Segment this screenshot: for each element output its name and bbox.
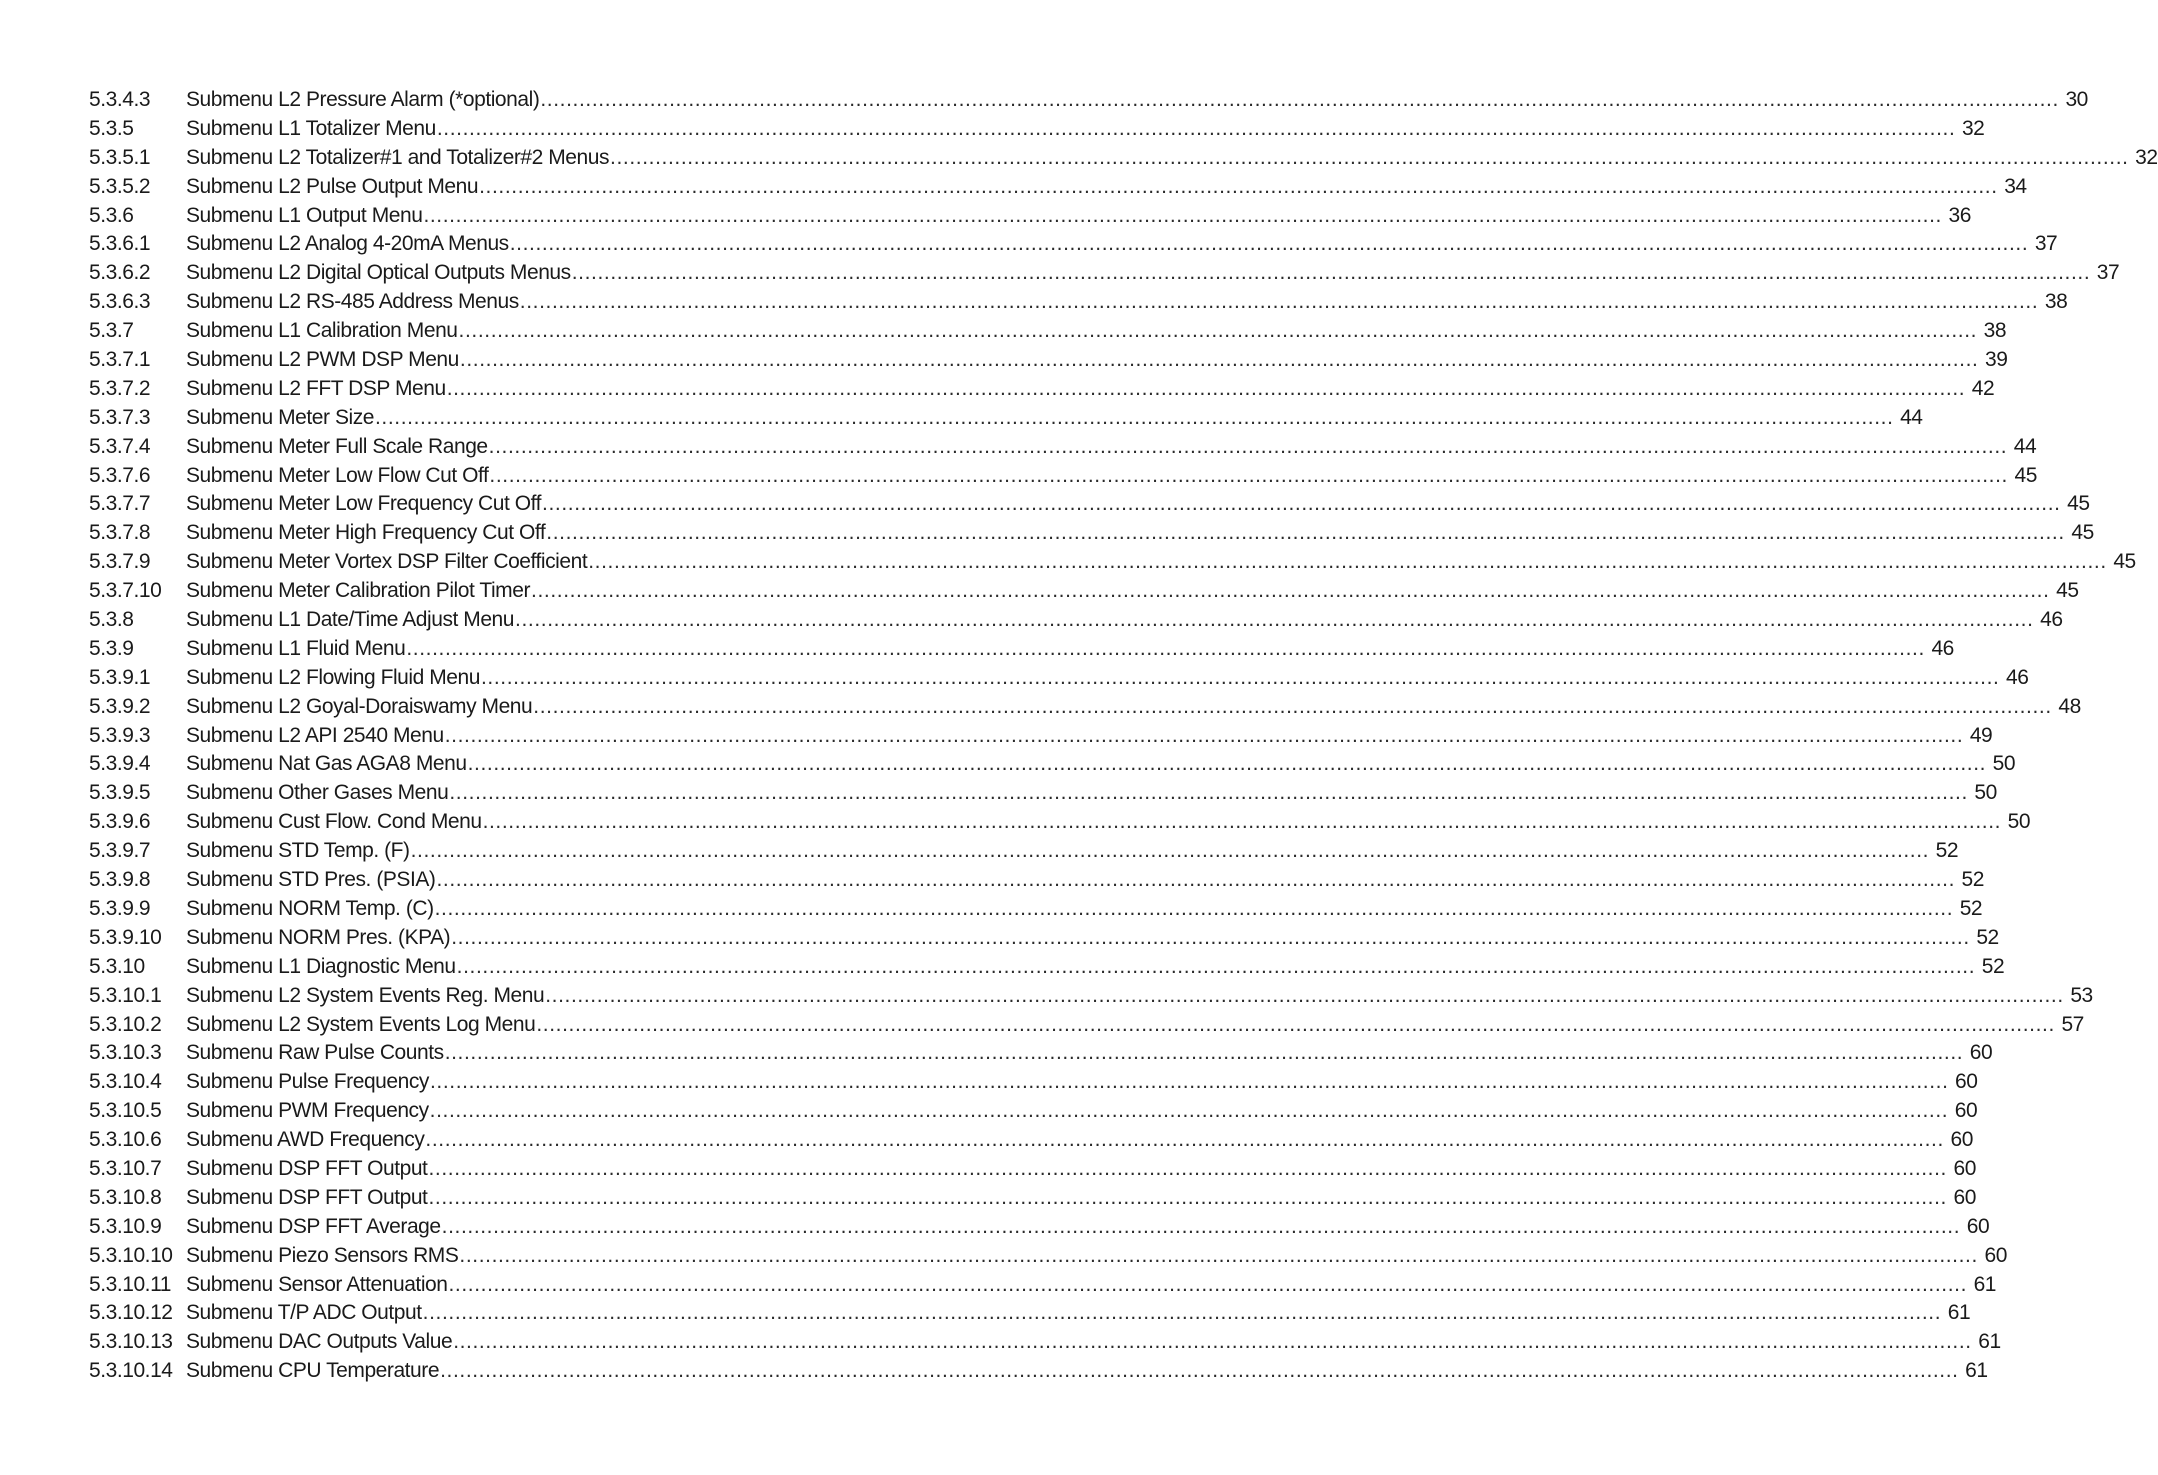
toc-section-number: 5.3.9.2 xyxy=(89,694,151,718)
toc-section-title: Submenu DAC Outputs Value xyxy=(186,1330,453,1354)
toc-page-number: 60 xyxy=(1950,1128,1973,1152)
toc-section-number: 5.3.7.3 xyxy=(89,405,151,429)
toc-section-number: 5.3.10.9 xyxy=(89,1214,162,1238)
toc-page-number: 61 xyxy=(1973,1272,1997,1296)
toc-dot-leader xyxy=(411,837,1930,866)
toc-entry[interactable] xyxy=(89,750,2016,779)
toc-entry[interactable] xyxy=(89,953,2005,982)
toc-section-title: Submenu NORM Pres. (KPA) xyxy=(186,925,451,949)
toc-page-number: 61 xyxy=(1965,1359,1988,1383)
toc-entry[interactable] xyxy=(89,346,2008,375)
toc-page-number: 60 xyxy=(1966,1214,1990,1238)
toc-section-title: Submenu L1 Totalizer Menu xyxy=(186,116,436,140)
toc-entry[interactable] xyxy=(89,982,2093,1011)
toc-entry[interactable] xyxy=(89,202,1971,231)
toc-section-title: Submenu Raw Pulse Counts xyxy=(186,1041,444,1065)
toc-page-number: 48 xyxy=(2058,694,2081,718)
toc-page-number: 45 xyxy=(2067,492,2090,516)
toc-dot-leader xyxy=(447,375,1966,404)
toc-page-number: 52 xyxy=(1961,868,1985,892)
toc-section-number: 5.3.10.14 xyxy=(89,1359,173,1383)
toc-section-title: Submenu STD Temp. (F) xyxy=(186,839,410,863)
toc-page-number: 34 xyxy=(2004,174,2027,198)
toc-entry[interactable] xyxy=(89,173,2027,202)
toc-page-number: 45 xyxy=(2014,463,2037,487)
toc-section-number: 5.3.5 xyxy=(89,116,134,140)
toc-section-title: Submenu L2 Flowing Fluid Menu xyxy=(186,665,480,689)
toc-page-number: 61 xyxy=(1947,1301,1971,1325)
toc-entry[interactable] xyxy=(89,86,2088,115)
toc-page-number: 57 xyxy=(2061,1012,2084,1036)
toc-page-number: 52 xyxy=(1981,954,2005,978)
toc-entry[interactable] xyxy=(89,606,2063,635)
toc-dot-leader xyxy=(481,664,2000,693)
toc-section-number: 5.3.9.6 xyxy=(89,810,151,834)
toc-entry[interactable] xyxy=(89,259,2120,288)
toc-section-title: Submenu L2 Pulse Output Menu xyxy=(186,174,479,198)
toc-section-title: Submenu L2 FFT DSP Menu xyxy=(186,376,446,400)
toc-entry[interactable] xyxy=(89,635,1954,664)
toc-section-title: Submenu L2 Goyal-Doraiswamy Menu xyxy=(186,694,533,718)
toc-section-title: Submenu L2 PWM DSP Menu xyxy=(186,348,459,372)
toc-section-number: 5.3.9.5 xyxy=(89,781,151,805)
toc-section-number: 5.3.7.10 xyxy=(89,579,162,603)
toc-dot-leader xyxy=(510,230,2029,259)
toc-section-title: Submenu Piezo Sensors RMS xyxy=(186,1243,459,1267)
toc-section-title: Submenu L2 Analog 4-20mA Menus xyxy=(186,232,509,256)
table-of-contents xyxy=(89,86,2158,1386)
toc-entry[interactable] xyxy=(89,1068,1978,1097)
toc-page-number: 52 xyxy=(1935,839,1959,863)
toc-dot-leader xyxy=(540,86,2059,115)
toc-section-title: Submenu Meter Low Flow Cut Off xyxy=(186,463,489,487)
toc-section-number: 5.3.10 xyxy=(89,954,145,978)
toc-section-title: Submenu L2 System Events Log Menu xyxy=(186,1012,536,1036)
toc-dot-leader xyxy=(430,1097,1949,1126)
toc-page-number: 37 xyxy=(2034,232,2058,256)
toc-section-title: Submenu STD Pres. (PSIA) xyxy=(186,868,436,892)
toc-section-number: 5.3.10.13 xyxy=(89,1330,173,1354)
toc-entry[interactable] xyxy=(89,693,2081,722)
toc-dot-leader xyxy=(489,462,2008,491)
toc-dot-leader xyxy=(440,1357,1959,1386)
toc-section-title: Submenu PWM Frequency xyxy=(186,1099,429,1123)
toc-section-number: 5.3.7 xyxy=(89,319,134,343)
toc-page-number: 53 xyxy=(2070,983,2093,1007)
toc-page-number: 44 xyxy=(2013,434,2037,458)
toc-section-title: Submenu Other Gases Menu xyxy=(186,781,449,805)
toc-section-number: 5.3.10.7 xyxy=(89,1156,162,1180)
toc-dot-leader xyxy=(375,404,1894,433)
toc-entry[interactable] xyxy=(89,808,2031,837)
toc-entry[interactable] xyxy=(89,837,1959,866)
toc-section-number: 5.3.9 xyxy=(89,636,134,660)
toc-page-number: 42 xyxy=(1971,376,1995,400)
toc-entry[interactable] xyxy=(89,462,2037,491)
toc-entry[interactable] xyxy=(89,1242,2007,1271)
toc-section-number: 5.3.6 xyxy=(89,203,134,227)
toc-page-number: 46 xyxy=(2006,665,2029,689)
toc-section-title: Submenu L2 Totalizer#1 and Totalizer#2 Menus xyxy=(186,145,610,169)
toc-section-title: Submenu L1 Calibration Menu xyxy=(186,319,458,343)
toc-section-number: 5.3.10.3 xyxy=(89,1041,162,1065)
toc-entry[interactable] xyxy=(89,664,2029,693)
toc-section-number: 5.3.9.8 xyxy=(89,868,151,892)
toc-section-number: 5.3.7.7 xyxy=(89,492,151,516)
toc-entry[interactable] xyxy=(89,1299,1971,1328)
toc-dot-leader xyxy=(457,953,1976,982)
toc-section-title: Submenu L2 System Events Reg. Menu xyxy=(186,983,545,1007)
toc-section-number: 5.3.7.9 xyxy=(89,550,151,574)
toc-page-number: 39 xyxy=(1984,348,2008,372)
toc-dot-leader xyxy=(468,750,1987,779)
toc-entry[interactable] xyxy=(89,1184,1976,1213)
toc-section-title: Submenu Meter Size xyxy=(186,405,374,429)
toc-page-number: 50 xyxy=(1974,781,1997,805)
toc-section-number: 5.3.10.4 xyxy=(89,1070,162,1094)
toc-section-number: 5.3.9.7 xyxy=(89,839,151,863)
toc-section-number: 5.3.10.6 xyxy=(89,1128,162,1152)
toc-entry[interactable] xyxy=(89,1357,1988,1386)
toc-section-title: Submenu AWD Frequency xyxy=(186,1128,425,1152)
toc-dot-leader xyxy=(546,519,2065,548)
toc-entry[interactable] xyxy=(89,722,1993,751)
toc-dot-leader xyxy=(437,115,1956,144)
toc-dot-leader xyxy=(545,982,2064,1011)
toc-entry[interactable] xyxy=(89,404,1923,433)
toc-section-number: 5.3.4.3 xyxy=(89,88,151,111)
toc-section-number: 5.3.6.2 xyxy=(89,261,151,285)
toc-section-number: 5.3.6.1 xyxy=(89,232,151,256)
toc-dot-leader xyxy=(483,808,2002,837)
toc-section-number: 5.3.7.2 xyxy=(89,376,151,400)
toc-dot-leader xyxy=(445,1039,1964,1068)
toc-page-number: 49 xyxy=(1969,723,1993,747)
toc-entry[interactable] xyxy=(89,1126,1973,1155)
toc-page-number: 32 xyxy=(1961,116,1985,140)
toc-section-number: 5.3.7.4 xyxy=(89,434,151,458)
toc-section-number: 5.3.7.1 xyxy=(89,348,151,372)
toc-entry[interactable] xyxy=(89,519,2094,548)
toc-dot-leader xyxy=(489,433,2008,462)
toc-section-title: Submenu CPU Temperature xyxy=(186,1359,440,1383)
toc-page-number: 32 xyxy=(2135,145,2158,169)
toc-dot-leader xyxy=(542,490,2061,519)
toc-section-number: 5.3.9.1 xyxy=(89,665,151,689)
toc-dot-leader xyxy=(436,866,1955,895)
toc-entry[interactable] xyxy=(89,317,2007,346)
toc-entry[interactable] xyxy=(89,230,2058,259)
toc-entry[interactable] xyxy=(89,924,1999,953)
toc-page-number: 45 xyxy=(2056,579,2079,603)
toc-dot-leader xyxy=(520,288,2039,317)
toc-page-number: 50 xyxy=(1992,752,2016,776)
toc-dot-leader xyxy=(449,779,1968,808)
toc-section-number: 5.3.10.11 xyxy=(89,1272,171,1296)
toc-dot-leader xyxy=(423,202,1942,231)
toc-page-number: 60 xyxy=(1953,1185,1976,1209)
toc-entry[interactable] xyxy=(89,1271,1997,1300)
toc-dot-leader xyxy=(536,1011,2055,1040)
toc-page-number: 60 xyxy=(1954,1099,1978,1123)
toc-section-number: 5.3.9.3 xyxy=(89,723,151,747)
toc-dot-leader xyxy=(515,606,2034,635)
toc-page-number: 38 xyxy=(2044,290,2068,314)
toc-dot-leader xyxy=(610,144,2129,173)
toc-section-title: Submenu L2 RS-485 Address Menus xyxy=(186,290,519,314)
toc-page-number: 50 xyxy=(2007,810,2031,834)
toc-dot-leader xyxy=(425,1126,1944,1155)
toc-page-number: 45 xyxy=(2071,521,2094,545)
toc-page-number: 46 xyxy=(1931,636,1954,660)
toc-page-number: 38 xyxy=(1983,319,2007,343)
toc-page-number: 30 xyxy=(2065,88,2088,111)
toc-entry[interactable] xyxy=(89,115,1985,144)
toc-entry[interactable] xyxy=(89,433,2037,462)
toc-dot-leader xyxy=(479,173,1998,202)
toc-dot-leader xyxy=(428,1155,1947,1184)
toc-section-number: 5.3.5.2 xyxy=(89,174,151,198)
toc-dot-leader xyxy=(531,577,2050,606)
toc-section-title: Submenu Meter Calibration Pilot Timer xyxy=(186,579,531,603)
toc-dot-leader xyxy=(435,895,1954,924)
toc-dot-leader xyxy=(533,693,2052,722)
toc-entry[interactable] xyxy=(89,144,2158,173)
toc-section-number: 5.3.7.8 xyxy=(89,521,151,545)
toc-dot-leader xyxy=(572,259,2091,288)
toc-dot-leader xyxy=(459,317,1978,346)
toc-dot-leader xyxy=(442,1213,1961,1242)
toc-dot-leader xyxy=(459,1242,1978,1271)
toc-entry[interactable] xyxy=(89,577,2079,606)
toc-page-number: 46 xyxy=(2040,608,2063,632)
toc-section-number: 5.3.9.4 xyxy=(89,752,151,776)
toc-page-number: 44 xyxy=(1900,405,1923,429)
toc-page-number: 60 xyxy=(1969,1041,1993,1065)
toc-section-number: 5.3.10.12 xyxy=(89,1301,173,1325)
toc-section-title: Submenu NORM Temp. (C) xyxy=(186,896,434,920)
toc-page-number: 60 xyxy=(1984,1243,2007,1267)
toc-section-title: Submenu Meter Full Scale Range xyxy=(186,434,488,458)
toc-page-number: 61 xyxy=(1978,1330,2001,1354)
toc-section-number: 5.3.7.6 xyxy=(89,463,151,487)
toc-entry[interactable] xyxy=(89,866,1985,895)
toc-entry[interactable] xyxy=(89,1213,1990,1242)
toc-page-number: 60 xyxy=(1953,1156,1976,1180)
toc-dot-leader xyxy=(445,722,1964,751)
toc-entry[interactable] xyxy=(89,1155,1976,1184)
toc-section-number: 5.3.9.9 xyxy=(89,896,151,920)
toc-section-title: Submenu Cust Flow. Cond Menu xyxy=(186,810,482,834)
toc-section-title: Submenu Meter Vortex DSP Filter Coefficient xyxy=(186,550,588,574)
toc-entry[interactable] xyxy=(89,1011,2084,1040)
toc-section-title: Submenu Meter High Frequency Cut Off xyxy=(186,521,546,545)
toc-section-number: 5.3.10.8 xyxy=(89,1185,162,1209)
toc-page-number: 45 xyxy=(2113,550,2136,574)
toc-dot-leader xyxy=(406,635,1925,664)
toc-page-number: 37 xyxy=(2096,261,2120,285)
toc-entry[interactable] xyxy=(89,548,2136,577)
toc-section-number: 5.3.5.1 xyxy=(89,145,151,169)
toc-section-title: Submenu T/P ADC Output xyxy=(186,1301,422,1325)
toc-section-number: 5.3.10.5 xyxy=(89,1099,162,1123)
toc-entry[interactable] xyxy=(89,490,2090,519)
toc-dot-leader xyxy=(449,1271,1968,1300)
toc-section-title: Submenu Meter Low Frequency Cut Off xyxy=(186,492,542,516)
toc-section-number: 5.3.10.1 xyxy=(89,983,162,1007)
toc-page-number: 52 xyxy=(1976,925,1999,949)
toc-section-title: Submenu DSP FFT Average xyxy=(186,1214,441,1238)
toc-section-number: 5.3.8 xyxy=(89,608,134,632)
toc-section-title: Submenu L1 Output Menu xyxy=(186,203,423,227)
toc-entry[interactable] xyxy=(89,375,1995,404)
toc-section-number: 5.3.6.3 xyxy=(89,290,151,314)
toc-dot-leader xyxy=(588,548,2107,577)
toc-page-number: 52 xyxy=(1959,896,1983,920)
toc-dot-leader xyxy=(430,1068,1949,1097)
toc-section-title: Submenu DSP FFT Output xyxy=(186,1156,428,1180)
toc-section-title: Submenu L2 Pressure Alarm (*optional) xyxy=(186,88,540,111)
toc-dot-leader xyxy=(451,924,1970,953)
toc-section-title: Submenu L1 Diagnostic Menu xyxy=(186,954,456,978)
toc-section-number: 5.3.9.10 xyxy=(89,925,162,949)
toc-dot-leader xyxy=(460,346,1979,375)
toc-section-title: Submenu L2 API 2540 Menu xyxy=(186,723,444,747)
toc-entry[interactable] xyxy=(89,288,2068,317)
toc-section-title: Submenu DSP FFT Output xyxy=(186,1185,428,1209)
toc-entry[interactable] xyxy=(89,1039,1993,1068)
toc-page-number: 36 xyxy=(1948,203,1971,227)
toc-section-title: Submenu Sensor Attenuation xyxy=(186,1272,448,1296)
toc-dot-leader xyxy=(453,1328,1972,1357)
toc-entry[interactable] xyxy=(89,1097,1978,1126)
toc-section-number: 5.3.10.10 xyxy=(89,1243,173,1267)
toc-section-title: Submenu L1 Date/Time Adjust Menu xyxy=(186,608,515,632)
toc-page-number: 60 xyxy=(1955,1070,1978,1094)
toc-entry[interactable] xyxy=(89,1328,2001,1357)
toc-dot-leader xyxy=(428,1184,1947,1213)
toc-entry[interactable] xyxy=(89,779,1997,808)
toc-dot-leader xyxy=(423,1299,1942,1328)
toc-section-title: Submenu L1 Fluid Menu xyxy=(186,636,406,660)
toc-section-title: Submenu L2 Digital Optical Outputs Menus xyxy=(186,261,571,285)
toc-entry[interactable] xyxy=(89,895,1983,924)
toc-section-number: 5.3.10.2 xyxy=(89,1012,162,1036)
toc-section-title: Submenu Nat Gas AGA8 Menu xyxy=(186,752,467,776)
toc-section-title: Submenu Pulse Frequency xyxy=(186,1070,429,1094)
